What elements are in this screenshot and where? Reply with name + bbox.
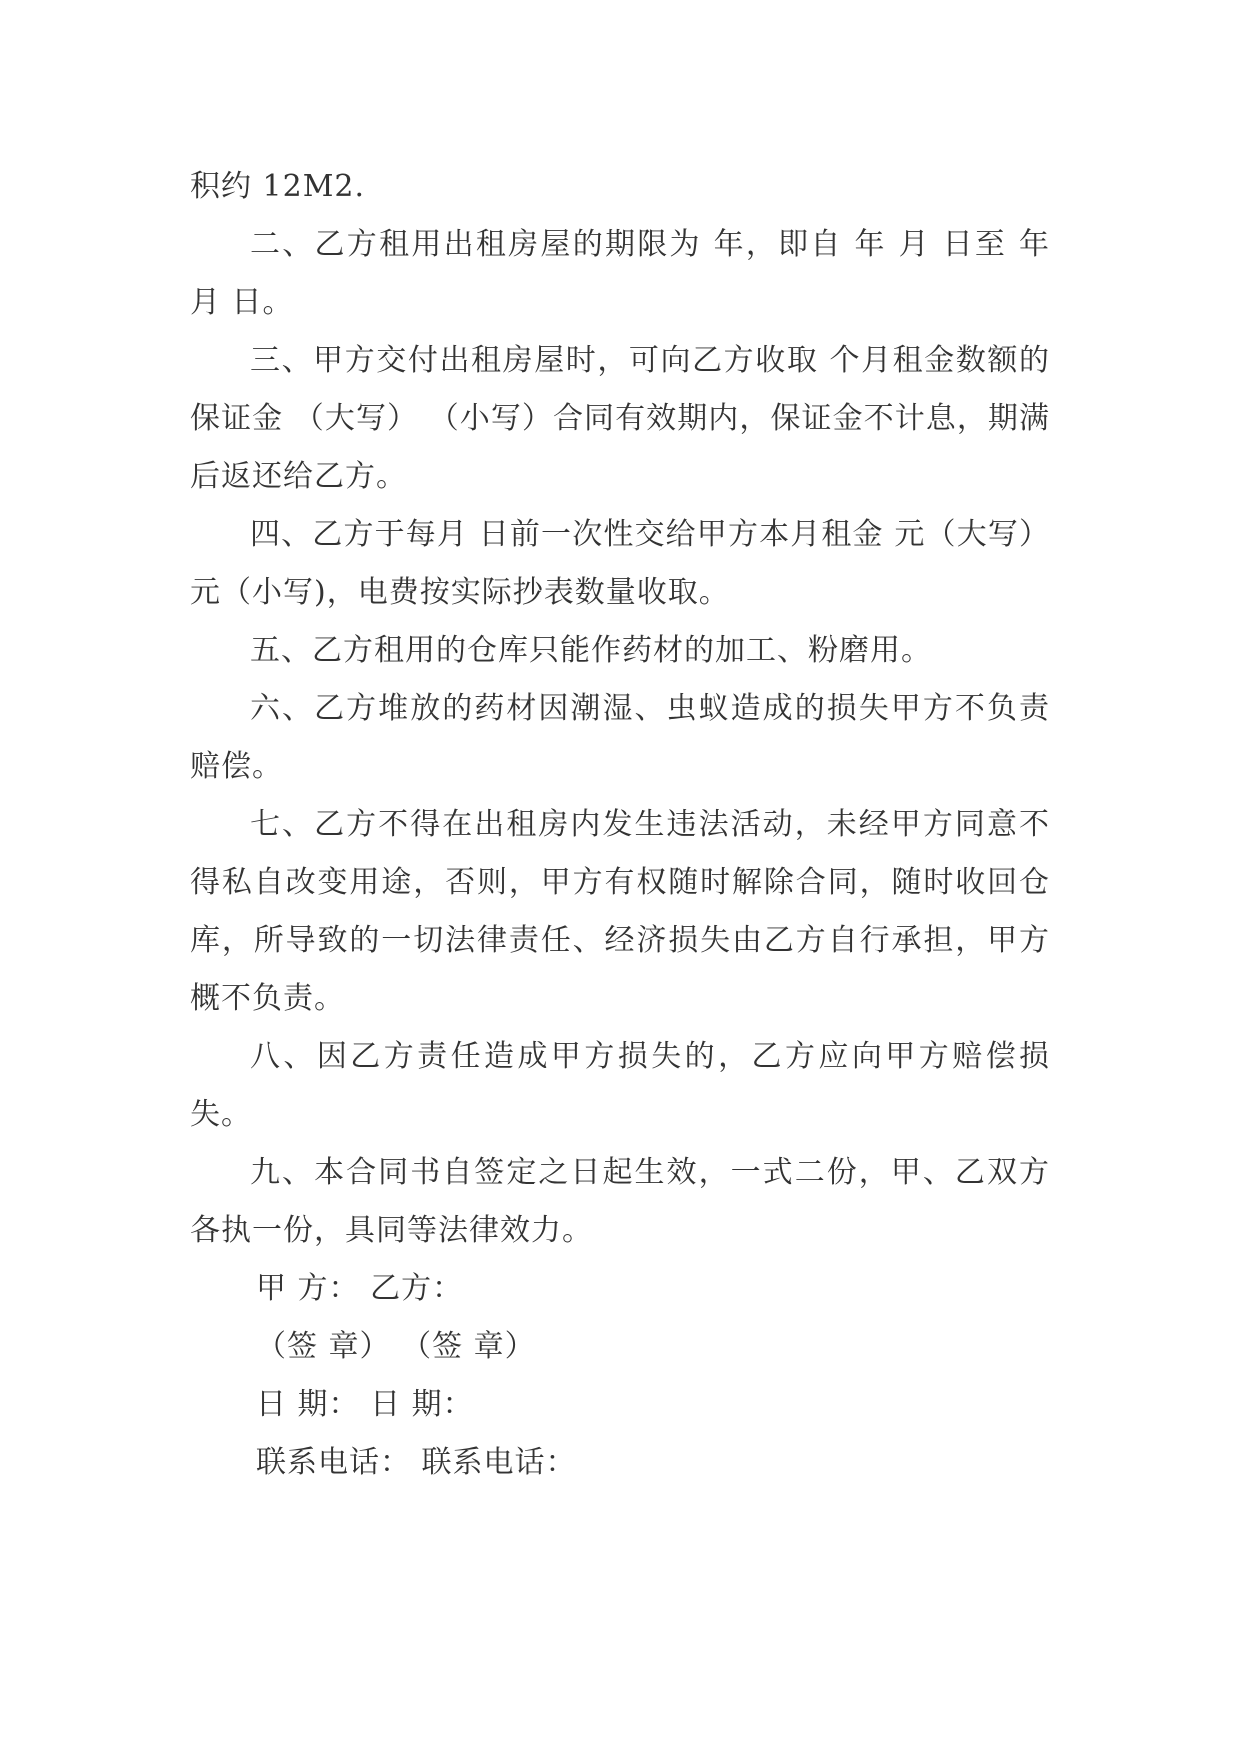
clause-3-deposit: 三、甲方交付出租房屋时，可向乙方收取 个月租金数额的保证金 （大写） （小写）合同有效期内，保证金不计息，期满后返还给乙方。 — [190, 343, 1050, 494]
signature-dates: 日 期： 日 期： — [256, 1387, 474, 1422]
clause-5-usage: 五、乙方租用的仓库只能作药材的加工、粉磨用。 — [250, 633, 932, 668]
clause-9-effective: 九、本合同书自签定之日起生效，一式二份，甲、乙双方各执一份，具同等法律效力。 — [190, 1155, 1050, 1248]
clause-area-continuation: 积约 12M2. — [190, 169, 366, 204]
clause-6-damage: 六、乙方堆放的药材因潮湿、虫蚁造成的损失甲方不负责赔偿。 — [190, 691, 1050, 784]
signature-seals: （签 章） （签 章） — [256, 1329, 536, 1364]
clause-4-rent-payment: 四、乙方于每月 日前一次性交给甲方本月租金 元（大写）元（小写)，电费按实际抄表数量收取。 — [190, 517, 1050, 610]
clause-7-illegal-activity: 七、乙方不得在出租房内发生违法活动，未经甲方同意不得私自改变用途，否则，甲方有权随时解除合同，随时收回仓库，所导致的一切法律责任、经济损失由乙方自行承担，甲方概不负责。 — [190, 807, 1050, 1016]
signature-parties: 甲 方： 乙方： — [256, 1271, 464, 1306]
clause-2-lease-term: 二、乙方租用出租房屋的期限为 年，即自 年 月 日至 年 月 日。 — [190, 227, 1050, 320]
clause-8-compensation: 八、因乙方责任造成甲方损失的，乙方应向甲方赔偿损失。 — [190, 1039, 1050, 1132]
signature-phones: 联系电话： 联系电话： — [256, 1445, 577, 1480]
contract-body — [190, 158, 1050, 1492]
